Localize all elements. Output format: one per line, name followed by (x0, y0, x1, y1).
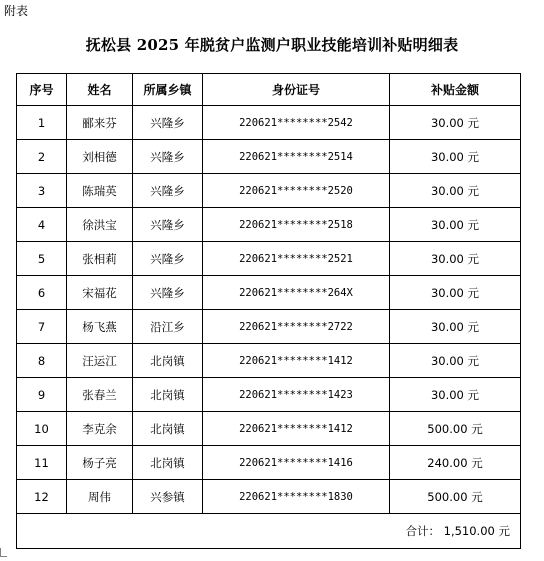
row-name: 徐洪宝 (67, 208, 133, 242)
table-row (17, 310, 521, 344)
row-township: 兴隆乡 (133, 276, 203, 310)
table-header-row (17, 74, 521, 106)
row-name: 李克余 (67, 412, 133, 446)
row-township: 北岗镇 (133, 378, 203, 412)
document-title: 抚松县 2025 年脱贫户监测户职业技能培训补贴明细表 (85, 36, 459, 54)
row-subsidy-amount: 30.00 元 (390, 242, 521, 276)
row-serial-number: 6 (17, 276, 67, 310)
row-serial-number: 3 (17, 174, 67, 208)
row-id-number: 220621********2542 (203, 106, 390, 140)
header-id-number: 身份证号 (203, 74, 390, 106)
row-id-number: 220621********264X (203, 276, 390, 310)
row-name: 张相莉 (67, 242, 133, 276)
row-id-number: 220621********2518 (203, 208, 390, 242)
row-township: 北岗镇 (133, 446, 203, 480)
row-subsidy-amount: 30.00 元 (390, 208, 521, 242)
row-serial-number: 2 (17, 140, 67, 174)
row-serial-number: 1 (17, 106, 67, 140)
table-row (17, 378, 521, 412)
row-name: 周伟 (67, 480, 133, 514)
row-subsidy-amount: 500.00 元 (390, 412, 521, 446)
table-row (17, 174, 521, 208)
row-id-number: 220621********2520 (203, 174, 390, 208)
row-serial-number: 8 (17, 344, 67, 378)
row-township: 北岗镇 (133, 412, 203, 446)
row-serial-number: 5 (17, 242, 67, 276)
row-subsidy-amount: 30.00 元 (390, 140, 521, 174)
row-serial-number: 10 (17, 412, 67, 446)
row-township: 兴隆乡 (133, 140, 203, 174)
row-id-number: 220621********1416 (203, 446, 390, 480)
row-id-number: 220621********1423 (203, 378, 390, 412)
table-row (17, 480, 521, 514)
header-name: 姓名 (67, 74, 133, 106)
subsidy-table (16, 73, 521, 549)
row-serial-number: 11 (17, 446, 67, 480)
row-name: 杨飞燕 (67, 310, 133, 344)
row-name: 陈瑞英 (67, 174, 133, 208)
row-subsidy-amount: 30.00 元 (390, 378, 521, 412)
table-row (17, 140, 521, 174)
row-subsidy-amount: 500.00 元 (390, 480, 521, 514)
row-township: 沿江乡 (133, 310, 203, 344)
row-id-number: 220621********1412 (203, 344, 390, 378)
header-serial-number: 序号 (17, 74, 67, 106)
row-subsidy-amount: 30.00 元 (390, 106, 521, 140)
row-serial-number: 9 (17, 378, 67, 412)
row-name: 郦来芬 (67, 106, 133, 140)
page-corner-mark (0, 548, 7, 557)
table-row (17, 106, 521, 140)
row-id-number: 220621********2514 (203, 140, 390, 174)
table-row (17, 276, 521, 310)
row-subsidy-amount: 240.00 元 (390, 446, 521, 480)
row-id-number: 220621********2521 (203, 242, 390, 276)
row-subsidy-amount: 30.00 元 (390, 174, 521, 208)
row-serial-number: 4 (17, 208, 67, 242)
row-subsidy-amount: 30.00 元 (390, 276, 521, 310)
row-name: 杨子亮 (67, 446, 133, 480)
header-subsidy-amount: 补贴金额 (390, 74, 521, 106)
row-township: 兴隆乡 (133, 174, 203, 208)
row-township: 兴隆乡 (133, 242, 203, 276)
row-subsidy-amount: 30.00 元 (390, 344, 521, 378)
row-township: 北岗镇 (133, 344, 203, 378)
row-id-number: 220621********1830 (203, 480, 390, 514)
table-row (17, 242, 521, 276)
attachment-label: 附表 (4, 4, 29, 18)
row-serial-number: 12 (17, 480, 67, 514)
row-name: 刘相德 (67, 140, 133, 174)
table-total-row (17, 514, 521, 549)
total-amount: 合计： 1,510.00 元 (17, 514, 521, 549)
header-township: 所属乡镇 (133, 74, 203, 106)
row-name: 张春兰 (67, 378, 133, 412)
row-name: 汪运江 (67, 344, 133, 378)
row-township: 兴隆乡 (133, 106, 203, 140)
row-id-number: 220621********1412 (203, 412, 390, 446)
row-name: 宋福花 (67, 276, 133, 310)
row-id-number: 220621********2722 (203, 310, 390, 344)
table-row (17, 412, 521, 446)
row-township: 兴参镇 (133, 480, 203, 514)
table-row (17, 446, 521, 480)
table-row (17, 208, 521, 242)
table-row (17, 344, 521, 378)
row-township: 兴隆乡 (133, 208, 203, 242)
row-serial-number: 7 (17, 310, 67, 344)
row-subsidy-amount: 30.00 元 (390, 310, 521, 344)
